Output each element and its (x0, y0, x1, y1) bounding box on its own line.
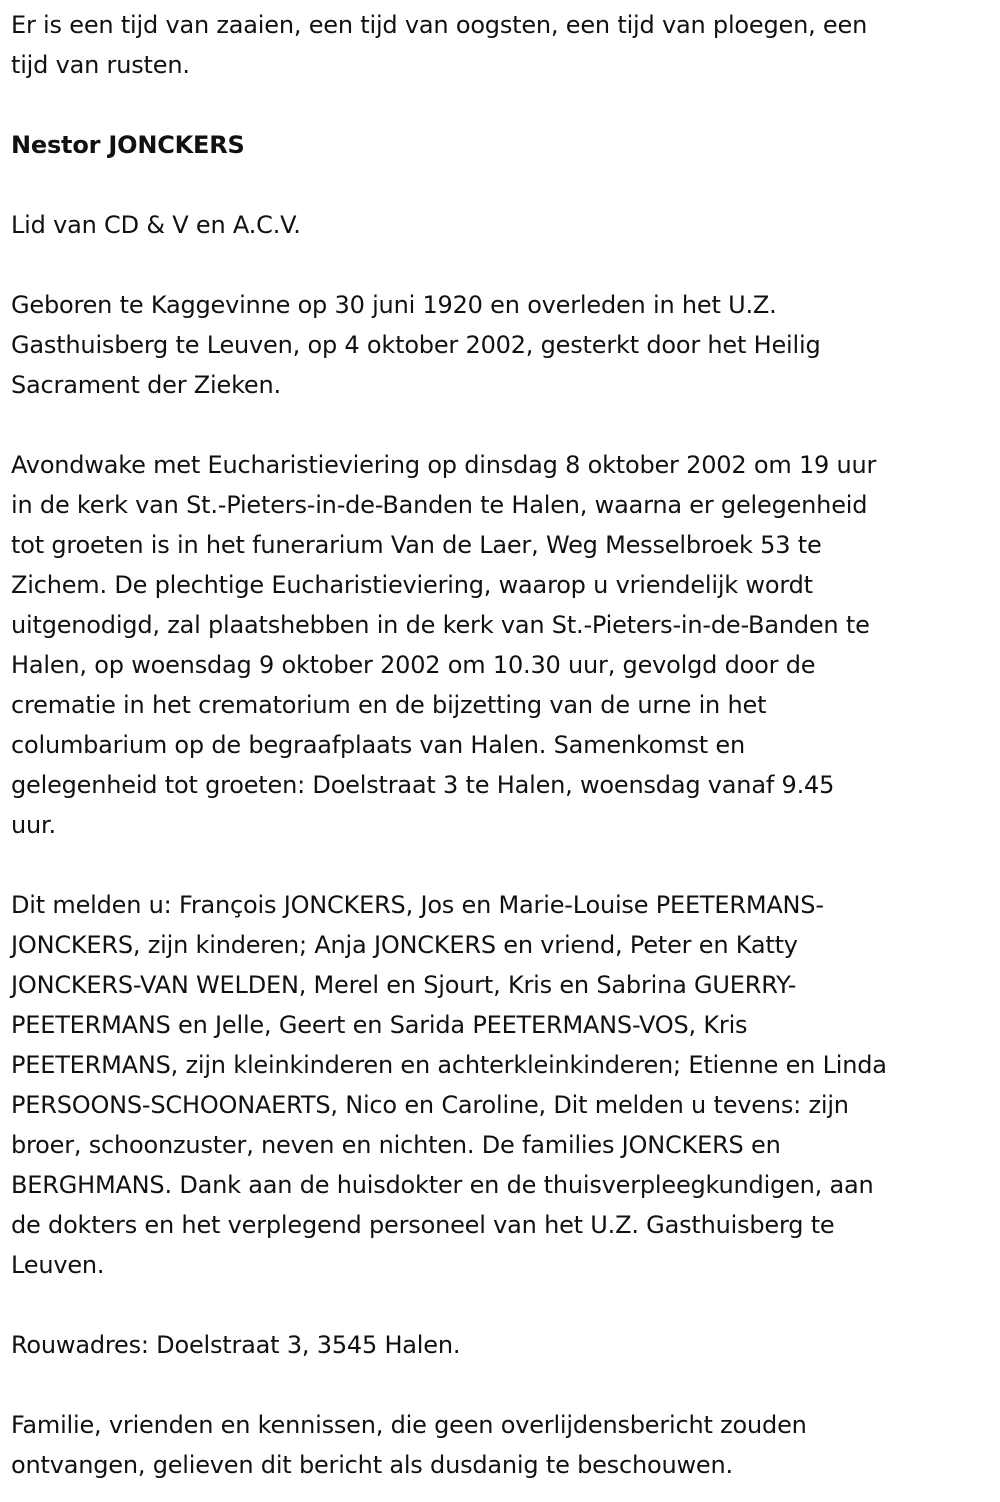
text-line: PEETERMANS en Jelle, Geert en Sarida PEETERMANS-VOS, Kris (11, 1011, 748, 1039)
text-line: columbarium op de begraafplaats van Halen. Samenkomst en (11, 731, 745, 759)
paragraph (11, 1325, 1000, 1365)
text-line: Rouwadres: Doelstraat 3, 3545 Halen. (11, 1331, 461, 1359)
text-line: Geboren te Kaggevinne op 30 juni 1920 en overleden in het U.Z. (11, 291, 777, 319)
text-line: PEETERMANS, zijn kleinkinderen en achterkleinkinderen; Etienne en Linda (11, 1051, 887, 1079)
paragraph (11, 205, 1000, 245)
text-line: Zichem. De plechtige Eucharistieviering, waarop u vriendelijk wordt (11, 571, 813, 599)
text-line: in de kerk van St.-Pieters-in-de-Banden te Halen, waarna er gelegenheid (11, 491, 868, 519)
paragraph (11, 5, 1000, 85)
text-line: de dokters en het verplegend personeel van het U.Z. Gasthuisberg te (11, 1211, 835, 1239)
text-line: crematie in het crematorium en de bijzetting van de urne in het (11, 691, 767, 719)
text-line: ontvangen, gelieven dit bericht als dusdanig te beschouwen. (11, 1451, 733, 1479)
text-line: Gasthuisberg te Leuven, op 4 oktober 2002, gesterkt door het Heilig (11, 331, 821, 359)
text-line: Avondwake met Eucharistieviering op dinsdag 8 oktober 2002 om 19 uur (11, 451, 877, 479)
text-line: Dit melden u: François JONCKERS, Jos en Marie-Louise PEETERMANS- (11, 891, 824, 919)
deceased-name-heading (11, 125, 1000, 165)
text-line: JONCKERS, zijn kinderen; Anja JONCKERS en vriend, Peter en Katty (11, 931, 798, 959)
paragraph (11, 285, 1000, 405)
text-line: Lid van CD & V en A.C.V. (11, 211, 301, 239)
text-line: Familie, vrienden en kennissen, die geen overlijdensbericht zouden (11, 1411, 807, 1439)
text-line: Er is een tijd van zaaien, een tijd van oogsten, een tijd van ploegen, een (11, 11, 868, 39)
text-line: Halen, op woensdag 9 oktober 2002 om 10.30 uur, gevolgd door de (11, 651, 816, 679)
paragraph (11, 445, 1000, 845)
text-line: broer, schoonzuster, neven en nichten. De families JONCKERS en (11, 1131, 781, 1159)
text-line: Leuven. (11, 1251, 105, 1279)
text-line: Nestor JONCKERS (11, 131, 245, 159)
text-line: gelegenheid tot groeten: Doelstraat 3 te Halen, woensdag vanaf 9.45 (11, 771, 835, 799)
text-line: PERSOONS-SCHOONAERTS, Nico en Caroline, Dit melden u tevens: zijn (11, 1091, 849, 1119)
text-line: uur. (11, 811, 56, 839)
text-line: JONCKERS-VAN WELDEN, Merel en Sjourt, Kris en Sabrina GUERRY- (11, 971, 797, 999)
text-line: BERGHMANS. Dank aan de huisdokter en de thuisverpleegkundigen, aan (11, 1171, 874, 1199)
paragraph (11, 1405, 1000, 1485)
text-line: tot groeten is in het funerarium Van de Laer, Weg Messelbroek 53 te (11, 531, 822, 559)
text-line: Sacrament der Zieken. (11, 371, 281, 399)
paragraph (11, 885, 1000, 1285)
text-line: uitgenodigd, zal plaatshebben in de kerk van St.-Pieters-in-de-Banden te (11, 611, 870, 639)
text-line: tijd van rusten. (11, 51, 190, 79)
